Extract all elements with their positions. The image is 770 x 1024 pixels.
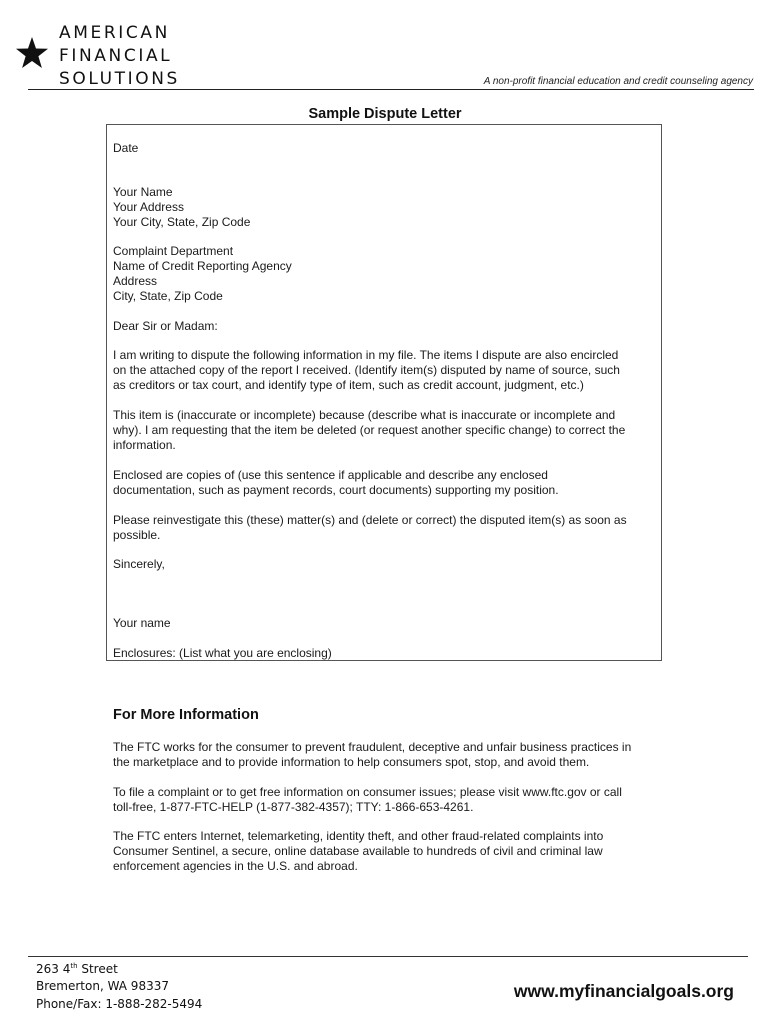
info-section-title: For More Information <box>113 707 259 723</box>
letter-closing <box>113 557 658 572</box>
paragraph-line: The FTC works for the consumer to prevent fraudulent, deceptive and unfair business practices in <box>113 740 632 754</box>
letter-enclosures <box>113 646 658 661</box>
paragraph-line: Consumer Sentinel, a secure, online database available to hundreds of civil and criminal law <box>113 844 603 858</box>
paragraph-line: I am writing to dispute the following information in my file. The items I dispute are also encircled <box>113 348 619 362</box>
recipient-line: Address <box>113 274 158 288</box>
footer-city: Bremerton, WA 98337 <box>36 979 169 993</box>
paragraph-line: as creditors or tax court, and identify type of item, such as credit account, judgment, etc.) <box>113 378 584 392</box>
paragraph-line: why). I am requesting that the item be deleted (or request another specific change) to correct the <box>113 423 626 437</box>
paragraph-line: Enclosed are copies of (use this sentence if applicable and describe any enclosed <box>113 468 548 482</box>
recipient-line: Complaint Department <box>113 244 234 258</box>
tagline: A non-profit financial education and credit counseling agency <box>483 76 753 87</box>
sender-line: Your Name <box>113 185 173 199</box>
footer-phone: Phone/Fax: 1-888-282-5494 <box>36 997 203 1011</box>
paragraph-line: possible. <box>113 528 161 542</box>
closing-line: Sincerely, <box>113 557 165 571</box>
paragraph-line: To file a complaint or to get free information on consumer issues; please visit www.ftc.gov or call <box>113 785 622 799</box>
sender-line: Your City, State, Zip Code <box>113 215 251 229</box>
salutation <box>113 319 658 334</box>
letter-paragraph-2 <box>113 408 658 453</box>
info-paragraph-1 <box>113 740 658 770</box>
signature-line: Your name <box>113 616 171 630</box>
footer-street <box>36 961 118 977</box>
recipient-line: City, State, Zip Code <box>113 289 223 303</box>
letter-date <box>113 141 658 156</box>
street-name: Street <box>77 962 118 976</box>
info-paragraph-2 <box>113 785 658 815</box>
paragraph-line: information. <box>113 438 176 452</box>
letter-paragraph-1 <box>113 348 658 393</box>
star-logo-icon <box>15 36 49 70</box>
street-number: 263 4 <box>36 962 71 976</box>
footer-divider <box>28 956 748 957</box>
enclosures-line: Enclosures: (List what you are enclosing) <box>113 646 332 660</box>
recipient-block <box>113 244 658 304</box>
paragraph-line: Please reinvestigate this (these) matter(s) and (delete or correct) the disputed item(s) as soon as <box>113 513 627 527</box>
sender-block <box>113 185 658 230</box>
header-divider <box>28 89 754 90</box>
paragraph-line: toll-free, 1-877-FTC-HELP (1-877-382-4357); TTY: 1-866-653-4261. <box>113 800 474 814</box>
street-number-suffix: th <box>70 962 78 970</box>
logo-text-line-2: FINANCIAL <box>59 46 173 66</box>
letter-title: Sample Dispute Letter <box>308 106 462 122</box>
salutation-line: Dear Sir or Madam: <box>113 319 218 333</box>
paragraph-line: documentation, such as payment records, court documents) supporting my position. <box>113 483 559 497</box>
info-paragraph-3 <box>113 829 658 874</box>
paragraph-line: on the attached copy of the report I received. (Identify item(s) disputed by name of source, such <box>113 363 620 377</box>
paragraph-line: enforcement agencies in the U.S. and abroad. <box>113 859 358 873</box>
letter-signature <box>113 616 658 631</box>
paragraph-line: The FTC enters Internet, telemarketing, identity theft, and other fraud-related complaints into <box>113 829 604 843</box>
footer-website: www.myfinancialgoals.org <box>513 981 734 1001</box>
logo-text-line-3: SOLUTIONS <box>59 69 180 89</box>
logo-text-line-1: AMERICAN <box>59 23 170 43</box>
sender-line: Your Address <box>113 200 184 214</box>
date-line: Date <box>113 141 139 155</box>
letter-paragraph-4 <box>113 513 658 543</box>
paragraph-line: This item is (inaccurate or incomplete) because (describe what is inaccurate or incomplete and <box>113 408 616 422</box>
letter-paragraph-3 <box>113 468 658 498</box>
recipient-line: Name of Credit Reporting Agency <box>113 259 292 273</box>
paragraph-line: the marketplace and to provide information to help consumers spot, stop, and avoid them. <box>113 755 590 769</box>
